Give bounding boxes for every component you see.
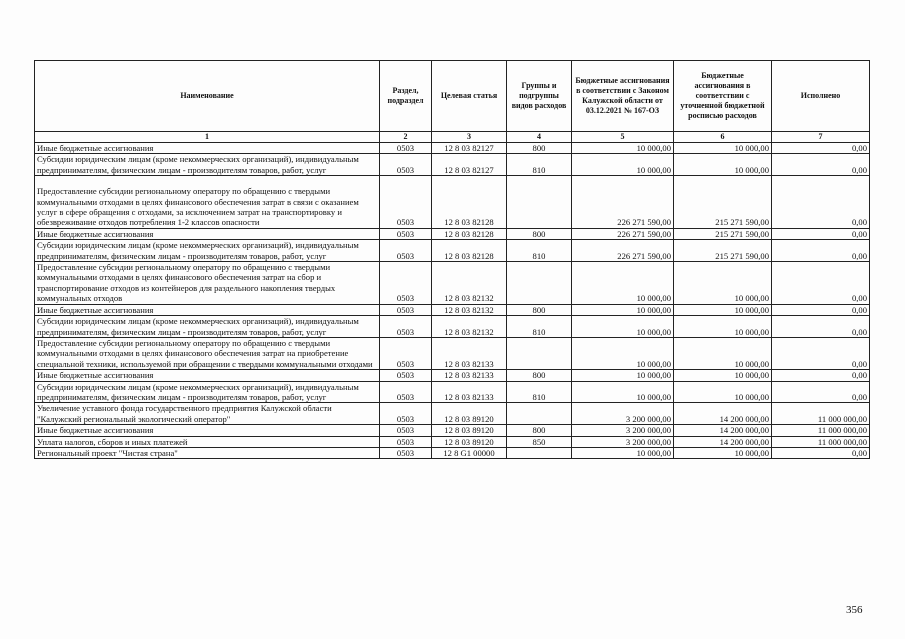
row-article: 12 8 03 82133: [432, 370, 507, 381]
row-section: 0503: [380, 304, 432, 315]
table-row: [35, 154, 870, 176]
row-law-amount: 10 000,00: [572, 262, 674, 305]
row-section: 0503: [380, 228, 432, 239]
row-group: [507, 403, 572, 425]
row-refined-amount: 10 000,00: [674, 447, 772, 458]
row-group: 810: [507, 240, 572, 262]
row-group: 800: [507, 143, 572, 154]
row-refined-amount: 14 200 000,00: [674, 403, 772, 425]
row-name: Уплата налогов, сборов и иных платежей: [35, 436, 380, 447]
row-section: 0503: [380, 337, 432, 369]
row-section: 0503: [380, 447, 432, 458]
row-law-amount: 10 000,00: [572, 337, 674, 369]
row-section: 0503: [380, 436, 432, 447]
row-section: 0503: [380, 316, 432, 338]
row-group: 800: [507, 304, 572, 315]
column-header-law: Бюджетные ассигнования в соответствии с Законом Калужской области от 03.12.2021 № 167-ОЗ: [572, 61, 674, 132]
row-section: 0503: [380, 240, 432, 262]
row-group: 810: [507, 154, 572, 176]
row-article: 12 8 03 89120: [432, 403, 507, 425]
row-law-amount: 3 200 000,00: [572, 403, 674, 425]
row-group: [507, 337, 572, 369]
row-section: 0503: [380, 381, 432, 403]
table-row: [35, 425, 870, 436]
row-name: Предоставление субсидии региональному оператору по обращению с твердыми коммунальными отходами в целях финансового обеспечения затрат в связи с оказанием услуг в сфере обращения с отходами, за исключением затрат на транспортировку и обезвреживание отходов потребления 1-2 классов опасности: [35, 176, 380, 229]
column-header-article: Целевая статья: [432, 61, 507, 132]
column-header-section: Раздел, подраздел: [380, 61, 432, 132]
row-article: 12 8 03 89120: [432, 425, 507, 436]
row-refined-amount: 14 200 000,00: [674, 425, 772, 436]
row-law-amount: 10 000,00: [572, 304, 674, 315]
row-section: 0503: [380, 370, 432, 381]
row-group: [507, 447, 572, 458]
column-header-group: Группы и подгруппы видов расходов: [507, 61, 572, 132]
column-number: 2: [380, 132, 432, 143]
row-article: 12 8 03 82128: [432, 240, 507, 262]
column-number-row: [35, 132, 870, 143]
row-name: Субсидии юридическим лицам (кроме некоммерческих организаций), индивидуальным предпринимателям, физическим лицам - производителям товаров, работ, услуг: [35, 154, 380, 176]
row-executed-amount: 0,00: [772, 262, 870, 305]
row-group: 810: [507, 316, 572, 338]
table-row: [35, 447, 870, 458]
column-number: 5: [572, 132, 674, 143]
row-law-amount: 10 000,00: [572, 154, 674, 176]
row-group: 850: [507, 436, 572, 447]
row-article: 12 8 03 82127: [432, 143, 507, 154]
row-section: 0503: [380, 154, 432, 176]
column-number: 7: [772, 132, 870, 143]
row-law-amount: 10 000,00: [572, 381, 674, 403]
row-executed-amount: 0,00: [772, 176, 870, 229]
column-number: 1: [35, 132, 380, 143]
row-executed-amount: 0,00: [772, 337, 870, 369]
row-article: 12 8 G1 00000: [432, 447, 507, 458]
row-group: [507, 176, 572, 229]
page-number: 356: [846, 604, 863, 616]
row-article: 12 8 03 89120: [432, 436, 507, 447]
row-article: 12 8 03 82132: [432, 304, 507, 315]
row-law-amount: 226 271 590,00: [572, 240, 674, 262]
row-law-amount: 10 000,00: [572, 370, 674, 381]
row-section: 0503: [380, 176, 432, 229]
row-law-amount: 10 000,00: [572, 143, 674, 154]
row-name: Иные бюджетные ассигнования: [35, 143, 380, 154]
row-name: Субсидии юридическим лицам (кроме некоммерческих организаций), индивидуальным предпринимателям, физическим лицам - производителям товаров, работ, услуг: [35, 316, 380, 338]
row-name: Иные бюджетные ассигнования: [35, 370, 380, 381]
row-refined-amount: 14 200 000,00: [674, 436, 772, 447]
budget-table: [34, 60, 870, 459]
column-header-name: Наименование: [35, 61, 380, 132]
row-article: 12 8 03 82133: [432, 337, 507, 369]
table-row: [35, 176, 870, 229]
table-row: [35, 316, 870, 338]
row-refined-amount: 215 271 590,00: [674, 240, 772, 262]
row-executed-amount: 0,00: [772, 228, 870, 239]
table-row: [35, 370, 870, 381]
column-header-executed: Исполнено: [772, 61, 870, 132]
row-refined-amount: 10 000,00: [674, 381, 772, 403]
row-law-amount: 3 200 000,00: [572, 436, 674, 447]
row-group: 810: [507, 381, 572, 403]
row-executed-amount: 0,00: [772, 154, 870, 176]
row-group: 800: [507, 370, 572, 381]
row-executed-amount: 0,00: [772, 304, 870, 315]
row-refined-amount: 10 000,00: [674, 154, 772, 176]
table-row: [35, 436, 870, 447]
row-article: 12 8 03 82128: [432, 228, 507, 239]
row-law-amount: 10 000,00: [572, 447, 674, 458]
row-article: 12 8 03 82128: [432, 176, 507, 229]
row-section: 0503: [380, 262, 432, 305]
row-article: 12 8 03 82133: [432, 381, 507, 403]
table-row: [35, 381, 870, 403]
row-refined-amount: 10 000,00: [674, 316, 772, 338]
row-refined-amount: 215 271 590,00: [674, 228, 772, 239]
row-refined-amount: 10 000,00: [674, 262, 772, 305]
row-law-amount: 226 271 590,00: [572, 228, 674, 239]
row-refined-amount: 215 271 590,00: [674, 176, 772, 229]
row-executed-amount: 0,00: [772, 143, 870, 154]
table-row: [35, 228, 870, 239]
row-refined-amount: 10 000,00: [674, 304, 772, 315]
row-executed-amount: 11 000 000,00: [772, 425, 870, 436]
row-name: Предоставление субсидии региональному оператору по обращению с твердыми коммунальными отходами в целях финансового обеспечения затрат на приобретение специальной техники, используемой при обращении с твердыми коммунальными отходами: [35, 337, 380, 369]
row-section: 0503: [380, 425, 432, 436]
column-number: 3: [432, 132, 507, 143]
row-executed-amount: 0,00: [772, 240, 870, 262]
row-group: [507, 262, 572, 305]
row-executed-amount: 0,00: [772, 447, 870, 458]
table-row: [35, 304, 870, 315]
row-executed-amount: 11 000 000,00: [772, 436, 870, 447]
row-name: Увеличение уставного фонда государственного предприятия Калужской области "Калужский региональный экологический оператор": [35, 403, 380, 425]
table-row: [35, 403, 870, 425]
row-executed-amount: 11 000 000,00: [772, 403, 870, 425]
row-name: Субсидии юридическим лицам (кроме некоммерческих организаций), индивидуальным предпринимателям, физическим лицам - производителям товаров, работ, услуг: [35, 240, 380, 262]
table-row: [35, 337, 870, 369]
row-section: 0503: [380, 143, 432, 154]
row-section: 0503: [380, 403, 432, 425]
row-name: Иные бюджетные ассигнования: [35, 304, 380, 315]
row-article: 12 8 03 82132: [432, 316, 507, 338]
row-group: 800: [507, 228, 572, 239]
row-law-amount: 3 200 000,00: [572, 425, 674, 436]
header-row: [35, 61, 870, 132]
row-executed-amount: 0,00: [772, 381, 870, 403]
table-row: [35, 240, 870, 262]
column-number: 4: [507, 132, 572, 143]
row-law-amount: 226 271 590,00: [572, 176, 674, 229]
row-refined-amount: 10 000,00: [674, 370, 772, 381]
row-refined-amount: 10 000,00: [674, 337, 772, 369]
row-name: Предоставление субсидии региональному оператору по обращению с твердыми коммунальными отходами в целях финансового обеспечения затрат на сбор и транспортирование отходов из контейнеров для раздельного накопления твердых коммунальных отходов: [35, 262, 380, 305]
row-article: 12 8 03 82132: [432, 262, 507, 305]
row-law-amount: 10 000,00: [572, 316, 674, 338]
column-number: 6: [674, 132, 772, 143]
table-row: [35, 143, 870, 154]
table-row: [35, 262, 870, 305]
row-executed-amount: 0,00: [772, 316, 870, 338]
row-name: Субсидии юридическим лицам (кроме некоммерческих организаций), индивидуальным предпринимателям, физическим лицам - производителям товаров, работ, услуг: [35, 381, 380, 403]
row-name: Региональный проект "Чистая страна": [35, 447, 380, 458]
row-group: 800: [507, 425, 572, 436]
row-name: Иные бюджетные ассигнования: [35, 425, 380, 436]
row-article: 12 8 03 82127: [432, 154, 507, 176]
row-name: Иные бюджетные ассигнования: [35, 228, 380, 239]
column-header-refined: Бюджетные ассигнования в соответствии с уточненной бюджетной росписью расходов: [674, 61, 772, 132]
row-refined-amount: 10 000,00: [674, 143, 772, 154]
row-executed-amount: 0,00: [772, 370, 870, 381]
